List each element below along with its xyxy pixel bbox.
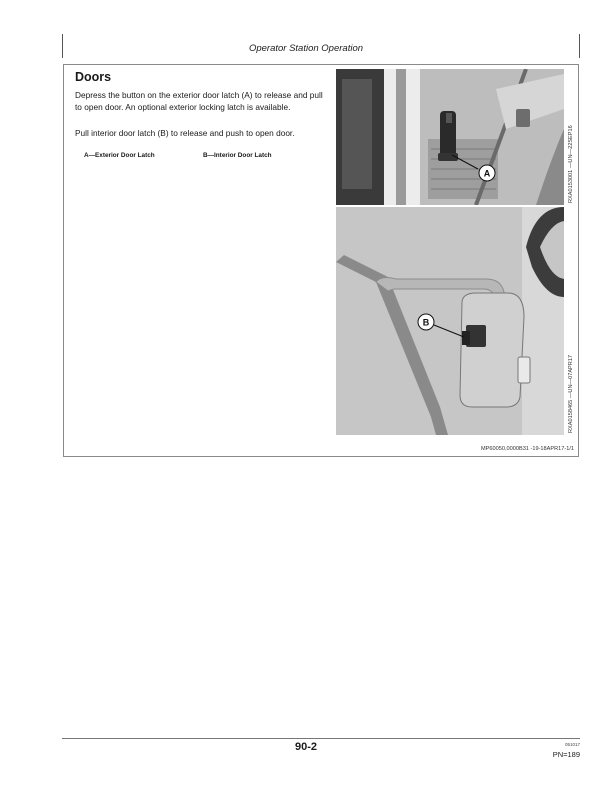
legend-item-b: B—Interior Door Latch bbox=[203, 152, 272, 159]
section-title: Doors bbox=[75, 70, 112, 84]
page-header-title: Operator Station Operation bbox=[248, 43, 364, 54]
callout-a-label: A bbox=[483, 168, 491, 179]
callout-b-overlay bbox=[336, 207, 564, 435]
instruction-paragraph-1: Depress the button on the exterior door latch (A) to release and pull to open door. An optional exterior locking latch is available. bbox=[75, 90, 323, 112]
callout-a-overlay bbox=[336, 69, 564, 205]
footer-rule bbox=[62, 738, 580, 739]
reference-code: MP60050,0000B31 -19-18APR17-1/1 bbox=[481, 446, 574, 452]
page-number: 90-2 bbox=[294, 741, 318, 753]
legend-item-a: A—Exterior Door Latch bbox=[84, 152, 155, 159]
instruction-paragraph-2: Pull interior door latch (B) to release and push to open door. bbox=[75, 128, 295, 138]
footer-pn: PN=189 bbox=[552, 750, 580, 759]
figure-1-id: RXA0153001 —UN—22SEP16 bbox=[568, 125, 574, 203]
figure-2-id: RXA0158465 —UN—07APR17 bbox=[568, 354, 574, 433]
callout-b-label: B bbox=[422, 317, 430, 328]
footer-date: 051017 bbox=[564, 742, 580, 747]
